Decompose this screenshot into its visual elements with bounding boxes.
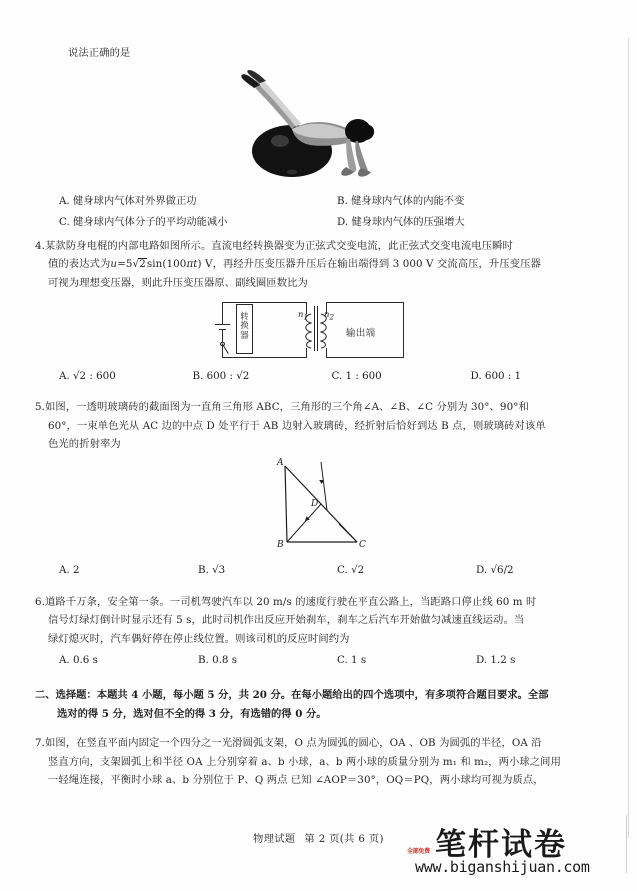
output-terminal-label: 输出端	[346, 327, 376, 339]
q4-line-3: 可视为理想变压器，则此升压变压器原、副线圈匝数比为	[48, 276, 308, 289]
q5-option-b-prefix: B.	[198, 563, 209, 576]
q3-figure-wrap	[35, 65, 615, 189]
wire-left-upper	[222, 302, 223, 324]
transformer-core-line-2	[317, 306, 318, 351]
q7-line-3: 一轻绳连接，平衡时小球 a、b 分别位于 P、Q 两点 已知 ∠AOP＝30°，OQ＝PQ，两小球均可视为质点，	[48, 774, 544, 787]
q3-option-c[interactable]: C. 健身球内气体分子的平均动能减小	[59, 216, 228, 229]
q4-option-b-value: 600 : √2	[206, 369, 250, 382]
q4-sin: sin(100	[146, 258, 187, 271]
label-vertex-c: C	[359, 539, 366, 550]
q4-number: 4.	[35, 239, 46, 252]
watermark-brand: 笔杆试卷	[435, 827, 567, 863]
q6-option-c[interactable]: C. 1 s	[337, 654, 367, 667]
q7-line-1	[35, 734, 615, 753]
wire-primary-bottom	[306, 348, 307, 358]
q4-line-1	[35, 237, 615, 256]
glass-prism-figure	[265, 458, 385, 554]
question-6	[35, 593, 615, 670]
q6-option-a[interactable]: A. 0.6 s	[59, 654, 98, 667]
q6-text-1: 道路千万条，安全第一条。一司机驾驶汽车以 20 m/s 的速度行驶在平直公路上，当距路口停止线 60 m 时	[45, 595, 537, 608]
q5-option-c-prefix: C.	[337, 563, 348, 576]
n1-symbol: n	[298, 308, 304, 319]
q5-option-d-value: √6/2	[490, 563, 514, 576]
q4-option-c-value: 1 : 600	[345, 369, 382, 382]
q3-options-row2	[35, 213, 615, 232]
wire-top-output	[326, 302, 404, 303]
coil-label-n2	[324, 309, 334, 322]
watermark-url: www.biganshijuan.com	[415, 858, 590, 876]
q5-option-d-prefix: D.	[476, 563, 488, 576]
wire-top-primary	[244, 302, 306, 303]
q6-option-d[interactable]: D. 1.2 s	[476, 654, 516, 667]
q5-option-a[interactable]	[59, 561, 198, 580]
wire-battery-down	[222, 329, 223, 338]
q4-option-a[interactable]	[59, 367, 192, 386]
q3-options	[35, 192, 615, 211]
section-2-line-1: 二、选择题：本题共 4 小题，每小题 5 分，共 20 分。在每小题给出的四个选项中，有多项符合题目要求。全部	[35, 688, 549, 701]
q4-option-d-value: 600 : 1	[484, 369, 522, 382]
watermark-free-badge: 全部免费	[407, 848, 430, 855]
q4-radicand: 2	[139, 258, 146, 271]
q4-symbol-u: u	[110, 258, 118, 271]
n2-subscript: 2	[329, 312, 335, 322]
battery-long-plate-icon	[215, 324, 230, 325]
q7-text-1: 如图，在竖直平面内固定一个四分之一光滑圆弧支架，O 点为圆弧的圆心，OA 、OB 为圆弧的半径，OA 沿	[45, 737, 542, 750]
fitness-ball-figure	[230, 67, 420, 183]
transformer-circuit-figure	[206, 298, 444, 360]
q4-option-c[interactable]	[331, 367, 470, 386]
section-2-heading	[35, 686, 615, 723]
q5-options	[35, 561, 615, 580]
q5-number: 5.	[35, 401, 46, 414]
wire-bottom-primary	[244, 357, 306, 358]
q5-option-a-value: 2	[73, 563, 80, 576]
q5-text-1: 如图，一透明玻璃砖的截面图为一直角三角形 ABC，三角形的三个角∠A、∠B、∠C 分别为 30°、90°和	[45, 401, 529, 414]
q4-text-2a: 值的表达式为	[48, 258, 111, 271]
watermark-divider	[626, 815, 627, 873]
q6-line-3: 绿灯熄灭时，汽车偶好停在停止线位置。则该司机的反应时间约为	[48, 632, 350, 645]
footer-page-number: 第 2 页(共 6 页)	[304, 834, 384, 845]
q4-text-2b: ) V，再经升压变压器升压后在输出端得到 3 000 V 交流高压，升压变压器	[197, 258, 541, 271]
coil-label-n1	[298, 309, 308, 322]
wire-output-right	[403, 302, 404, 358]
label-vertex-a: A	[277, 457, 284, 468]
q3-option-b[interactable]: B. 健身球内气体的内能不变	[337, 194, 465, 207]
footer-subject: 物理试题	[253, 834, 296, 845]
q5-option-c-value: √2	[351, 563, 365, 576]
question-5	[35, 398, 615, 579]
q3-option-a[interactable]: A. 健身球内气体对外界做正功	[59, 194, 197, 207]
q5-line-2: 60°，一束单色光从 AC 边的中点 D 处平行于 AB 边射入玻璃砖，经折射后恰好到达 B 点，则玻璃砖对该单	[48, 419, 546, 432]
q4-option-b[interactable]	[192, 367, 331, 386]
converter-char-2: 换	[240, 320, 249, 331]
q6-number: 6.	[35, 595, 46, 608]
q5-line-3: 色光的折射率为	[48, 438, 121, 451]
sqrt-icon: √	[132, 258, 140, 271]
page-content	[35, 44, 615, 790]
q5-figure-wrap	[35, 454, 615, 558]
q4-option-d-prefix: D.	[470, 369, 482, 382]
q5-option-b[interactable]	[198, 561, 337, 580]
q6-option-b[interactable]: B. 0.8 s	[198, 654, 238, 667]
transformer-core-line-1	[314, 306, 315, 351]
converter-char-3: 器	[240, 329, 249, 340]
converter-char-1: 转	[240, 310, 249, 321]
q4-option-d[interactable]	[470, 367, 609, 386]
q6-line-2: 信号灯绿灯倒计时显示还有 5 s，此时司机作出反应开始刹车，刹车之后汽车开始做匀减速直线运动。当	[48, 614, 525, 627]
q7-number: 7.	[35, 737, 46, 750]
converter-box	[236, 304, 253, 354]
q5-line-1	[35, 398, 615, 417]
q4-option-b-prefix: B.	[192, 369, 204, 382]
q3-stem-tail: 说法正确的是	[68, 47, 131, 59]
q4-eq: =5	[117, 258, 133, 271]
q4-figure-wrap	[35, 293, 615, 364]
q4-option-a-prefix: A.	[59, 369, 70, 382]
q4-line-2	[35, 255, 615, 274]
q7-line-2: 竖直方向，支架圆弧上和半径 OA 上分别穿着 a、b 小球，a、b 两小球的质量分别为 m₁ 和 m₂，两小球之间用	[48, 755, 561, 768]
label-vertex-b: B	[277, 539, 284, 550]
wire-left-lower	[222, 338, 223, 358]
q4-options	[35, 367, 615, 386]
n1-subscript: 1	[303, 312, 309, 322]
question-4	[35, 237, 615, 385]
q6-options	[35, 651, 615, 670]
wire-bottom-output	[326, 357, 404, 358]
watermark	[407, 819, 625, 885]
question-7	[35, 734, 615, 790]
q5-option-d[interactable]	[476, 561, 615, 580]
label-point-d: D	[311, 498, 319, 509]
q4-pi-t: πt	[186, 258, 198, 271]
section-2-line-2: 选对的得 5 分，选对但不全的得 3 分，有选错的得 0 分。	[57, 707, 327, 720]
q4-text-1: 某款防身电棍的内部电路如图所示。直流电经转换器变为正弦式交变电流，此正弦式交变电流电压瞬时	[45, 239, 513, 252]
scan-edge-line	[628, 38, 629, 838]
q5-option-b-value: √3	[212, 563, 226, 576]
q3-option-d[interactable]: D. 健身球内气体的压强增大	[337, 216, 465, 229]
q4-option-c-prefix: C.	[331, 369, 343, 382]
n2-symbol: n	[324, 308, 330, 319]
q5-option-c[interactable]	[337, 561, 476, 580]
q6-line-1	[35, 593, 615, 612]
q4-option-a-value: √2 : 600	[73, 369, 116, 382]
q5-option-a-prefix: A.	[59, 563, 70, 576]
